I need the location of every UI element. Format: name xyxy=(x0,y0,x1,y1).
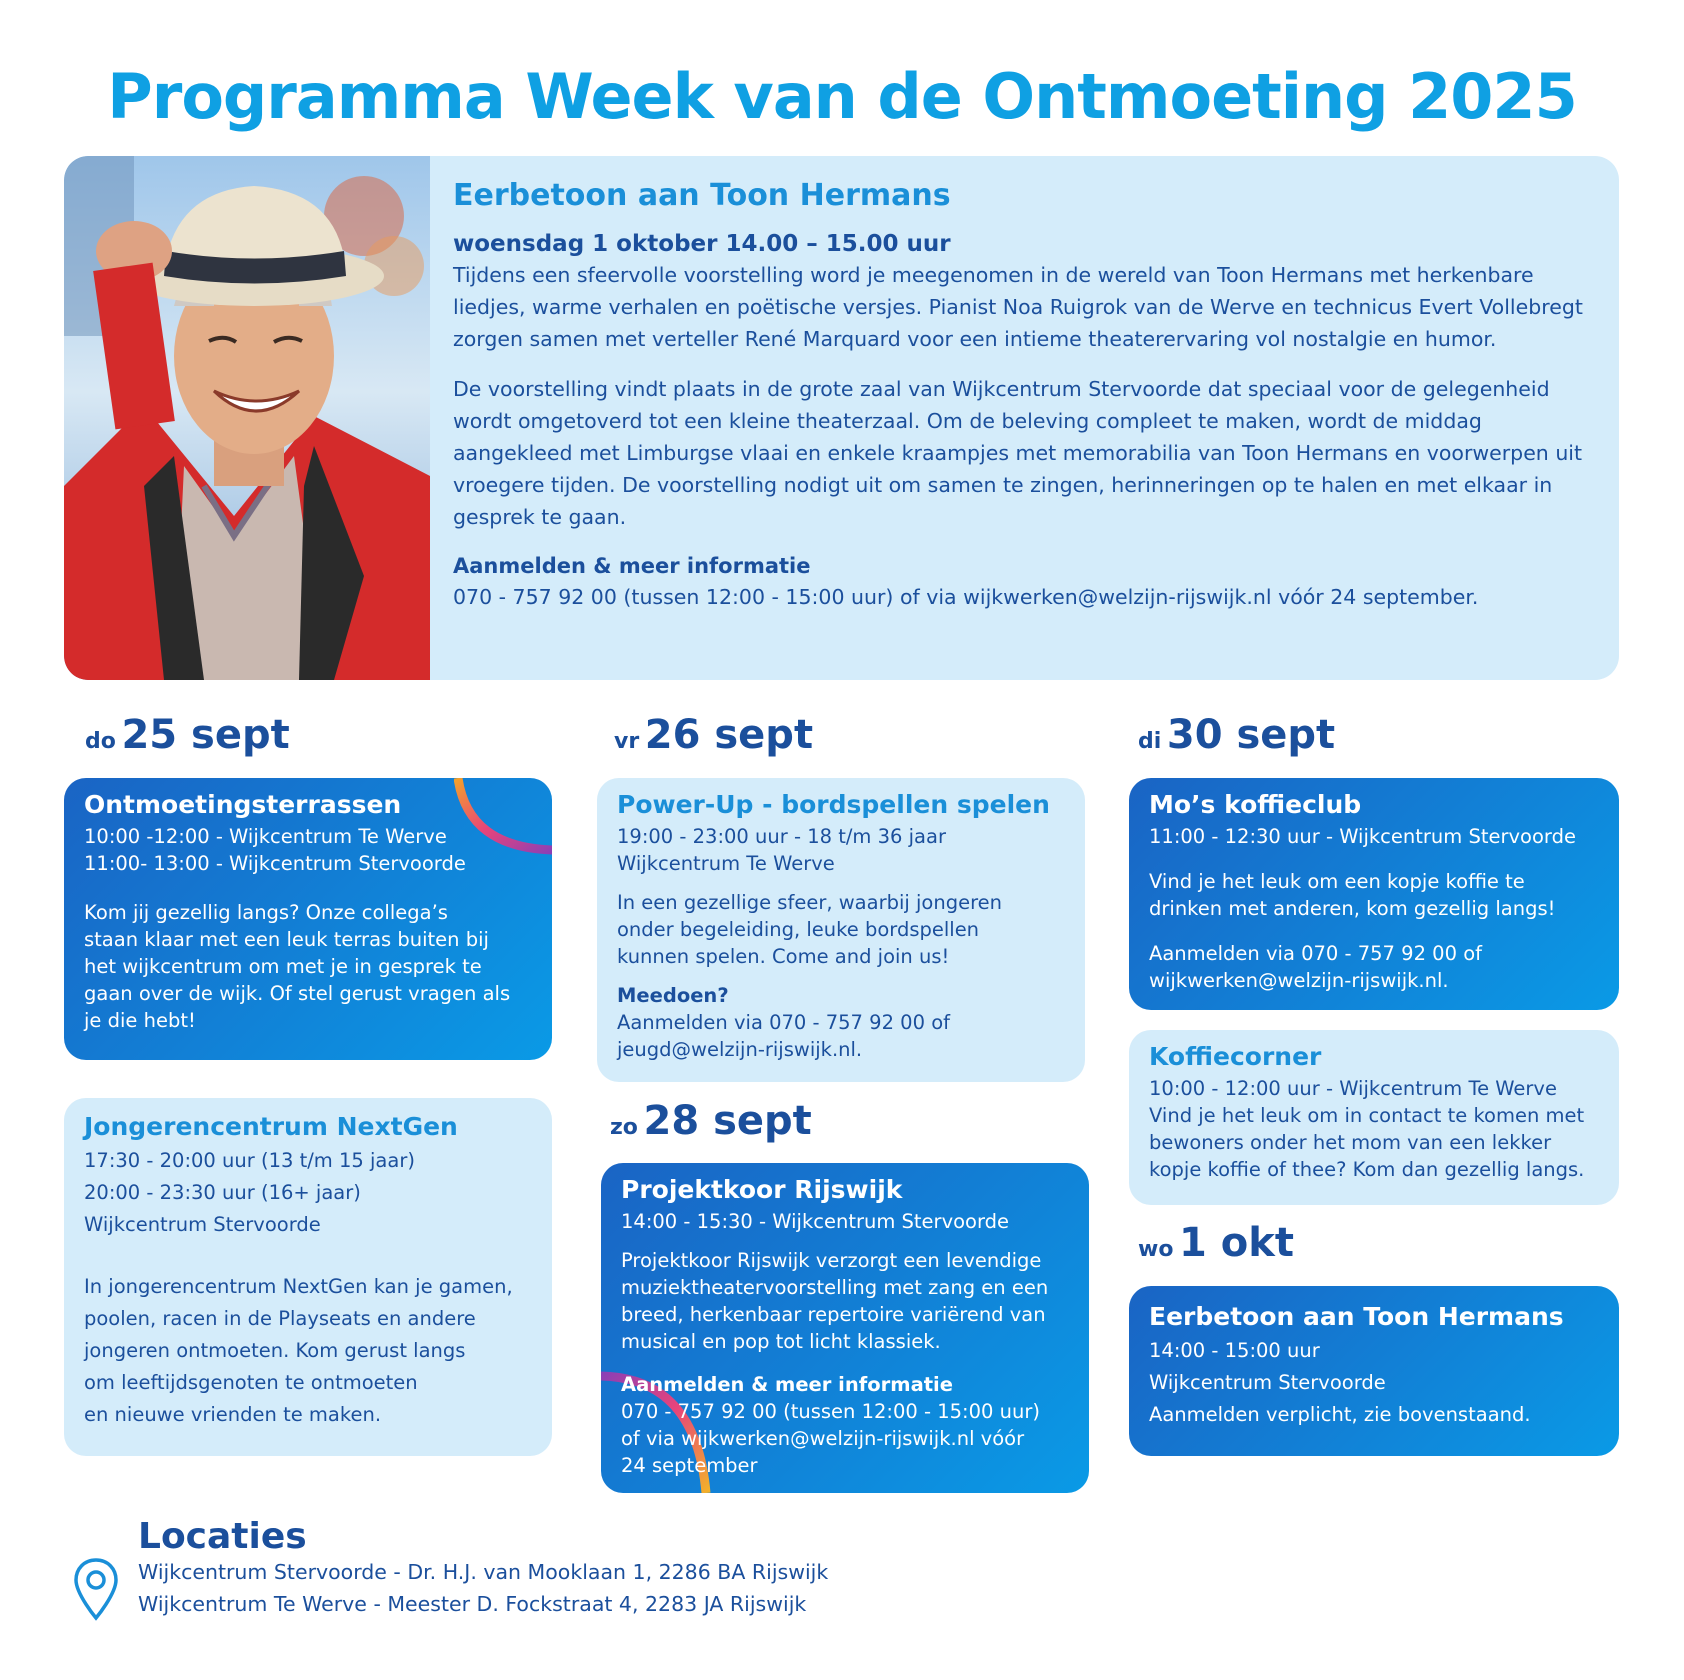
page-title: Programma Week van de Ontmoeting 2025 xyxy=(107,60,1577,133)
event-register-email[interactable]: wijkwerken@welzijn-rijswijk.nl. xyxy=(1149,969,1449,992)
event-title: Projektkoor Rijswijk xyxy=(621,1175,903,1204)
event-description: musical en pop tot licht klassiek. xyxy=(621,1330,941,1353)
event-description: muziektheatervoorstelling met zang en een xyxy=(621,1276,1049,1299)
feature-paragraph-1: Tijdens een sfeervolle voorstelling word je meegenomen in de wereld van Toon Hermans met herkenbare liedjes, warme verhalen en poëtische versjes. Pianist Noa Ruigrok van de Werve en technicus Evert Vollebregt zorgen samen met verteller René Marquard voor een intieme theaterervaring vol nostalgie en humor. xyxy=(453,263,1583,351)
day-heading xyxy=(1138,1220,1294,1266)
event-join-heading: Meedoen? xyxy=(617,984,729,1007)
event-register-text: 24 september xyxy=(621,1454,758,1477)
event-description: en nieuwe vrienden te maken. xyxy=(84,1403,382,1426)
event-register-text: 070 - 757 92 00 (tussen 12:00 - 15:00 uur) xyxy=(621,1400,1040,1423)
event-title: Jongerencentrum NextGen xyxy=(84,1112,458,1141)
event-time: 20:00 - 23:30 uur (16+ jaar) xyxy=(84,1181,361,1204)
event-description: kunnen spelen. Come and join us! xyxy=(617,945,950,968)
feature-register-heading: Aanmelden & meer informatie xyxy=(453,554,811,578)
event-description: drinken met anderen, kom gezellig langs! xyxy=(1149,897,1556,920)
event-location: Wijkcentrum Stervoorde xyxy=(1149,1371,1386,1394)
event-time: 10:00 -12:00 - Wijkcentrum Te Werve xyxy=(84,825,447,848)
event-description: Vind je het leuk om een kopje koffie te xyxy=(1149,870,1525,893)
event-location: Wijkcentrum Te Werve xyxy=(617,852,835,875)
day-heading xyxy=(614,712,813,758)
event-card-powerup[interactable] xyxy=(597,778,1085,1082)
location-line: Wijkcentrum Stervoorde - Dr. H.J. van Mooklaan 1, 2286 BA Rijswijk xyxy=(138,1560,829,1584)
event-description: jongeren ontmoeten. Kom gerust langs xyxy=(84,1339,466,1362)
feature-date: woensdag 1 oktober 14.00 – 15.00 uur xyxy=(453,231,951,257)
date: 25 sept xyxy=(121,712,290,758)
feature-register-text[interactable]: 070 - 757 92 00 (tussen 12:00 - 15:00 uur) of via wijkwerken@welzijn-rijswijk.nl vóór 24 september. xyxy=(453,585,1479,609)
event-register-text: Aanmelden via 070 - 757 92 00 of xyxy=(1149,942,1482,965)
event-description: bewoners onder het mom van een lekker xyxy=(1149,1131,1552,1154)
event-title: Ontmoetingsterrassen xyxy=(84,790,402,819)
date: 30 sept xyxy=(1166,712,1336,758)
event-register-text[interactable]: of via wijkwerken@welzijn-rijswijk.nl vóór xyxy=(621,1427,1025,1450)
event-description: breed, herkenbaar repertoire variërend van xyxy=(621,1303,1046,1326)
event-description: onder begeleiding, leuke bordspellen xyxy=(617,918,980,941)
weekday: vr xyxy=(614,729,640,754)
event-card-koffiecorner[interactable] xyxy=(1129,1030,1619,1205)
event-description: In een gezellige sfeer, waarbij jongeren xyxy=(617,891,1003,914)
feature-title: Eerbetoon aan Toon Hermans xyxy=(453,178,951,213)
event-time: 11:00 - 12:30 uur - Wijkcentrum Stervoorde xyxy=(1149,825,1576,848)
event-title: Power-Up - bordspellen spelen xyxy=(617,790,1050,819)
locations-heading: Locaties xyxy=(138,1516,307,1557)
event-title: Mo’s koffieclub xyxy=(1149,790,1362,819)
event-description: gaan over de wijk. Of stel gerust vragen als xyxy=(84,982,511,1005)
weekday: di xyxy=(1138,729,1162,754)
event-note: Aanmelden verplicht, zie bovenstaand. xyxy=(1149,1403,1531,1426)
weekday: zo xyxy=(610,1115,638,1140)
event-description: kopje koffie of thee? Kom dan gezellig langs. xyxy=(1149,1158,1585,1181)
event-description: Projektkoor Rijswijk verzorgt een levendige xyxy=(621,1249,1042,1272)
event-description: Vind je het leuk om in contact te komen met xyxy=(1149,1104,1585,1127)
event-card-toon-hermans[interactable] xyxy=(1129,1286,1619,1456)
event-description: In jongerencentrum NextGen kan je gamen, xyxy=(84,1275,513,1298)
event-card-nextgen[interactable] xyxy=(64,1098,552,1456)
event-join-text: Aanmelden via 070 - 757 92 00 of xyxy=(617,1011,950,1034)
event-time: 14:00 - 15:00 uur xyxy=(1149,1339,1320,1362)
event-description: het wijkcentrum om met je in gesprek te xyxy=(84,955,482,978)
date: 26 sept xyxy=(644,712,814,758)
event-card-projektkoor[interactable] xyxy=(601,1163,1089,1493)
event-location: Wijkcentrum Stervoorde xyxy=(84,1213,321,1236)
event-time: 19:00 - 23:00 uur - 18 t/m 36 jaar xyxy=(617,825,946,848)
event-description: Kom jij gezellig langs? Onze collega’s xyxy=(84,901,448,924)
event-title: Koffiecorner xyxy=(1149,1042,1322,1071)
event-join-email[interactable]: jeugd@welzijn-rijswijk.nl. xyxy=(617,1038,863,1061)
event-description: je die hebt! xyxy=(84,1009,196,1032)
event-time: 14:00 - 15:30 - Wijkcentrum Stervoorde xyxy=(621,1210,1010,1233)
day-heading xyxy=(85,712,290,758)
day-heading xyxy=(610,1098,812,1144)
date: 28 sept xyxy=(643,1098,812,1144)
event-time: 17:30 - 20:00 uur (13 t/m 15 jaar) xyxy=(84,1149,415,1172)
event-card-ontmoetingsterrassen[interactable] xyxy=(64,778,552,1060)
event-time: 10:00 - 12:00 uur - Wijkcentrum Te Werve xyxy=(1149,1077,1557,1100)
location-pin-icon xyxy=(72,1556,120,1622)
day-heading xyxy=(1138,712,1335,758)
weekday: do xyxy=(85,729,116,754)
feature-paragraph-2: De voorstelling vindt plaats in de grote zaal van Wijkcentrum Stervoorde dat speciaal voor de gelegenheid wordt omgetoverd tot een kleine theaterzaal. Om de beleving compleet te maken, wordt de middag aangekleed met Limburgse vlaai en enkele kraampjes met memorabilia van Toon Hermans en voorwerpen uit vroegere tijden. De voorstelling nodigt uit om samen te zingen, herinneringen op te halen en met elkaar in gesprek te gaan. xyxy=(453,377,1583,529)
event-description: staan klaar met een leuk terras buiten bij xyxy=(84,928,489,951)
location-line: Wijkcentrum Te Werve - Meester D. Fockstraat 4, 2283 JA Rijswijk xyxy=(138,1592,807,1616)
weekday: wo xyxy=(1138,1237,1174,1262)
event-title: Eerbetoon aan Toon Hermans xyxy=(1149,1302,1564,1331)
toon-hermans-photo xyxy=(64,156,430,680)
event-description: om leeftijdsgenoten te ontmoeten xyxy=(84,1371,418,1394)
event-time: 11:00- 13:00 - Wijkcentrum Stervoorde xyxy=(84,852,466,875)
date: 1 okt xyxy=(1179,1220,1294,1266)
feature-text xyxy=(453,178,1593,613)
event-description: poolen, racen in de Playseats en andere xyxy=(84,1307,476,1330)
feature-box xyxy=(64,156,1619,680)
event-register-heading: Aanmelden & meer informatie xyxy=(621,1373,953,1396)
event-card-mos-koffieclub[interactable] xyxy=(1129,778,1619,1010)
